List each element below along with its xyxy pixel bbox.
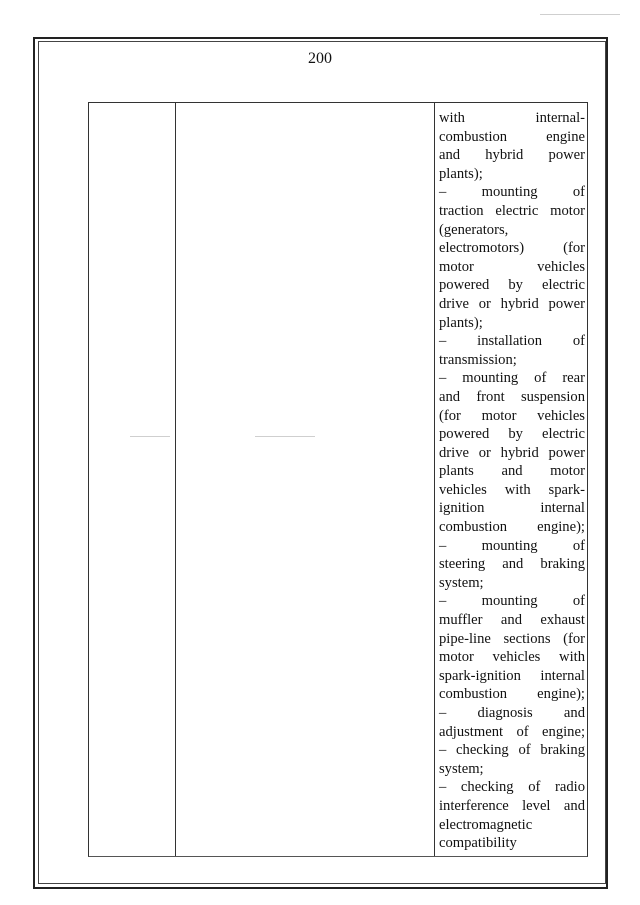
- text-line: and hybrid power: [439, 147, 585, 164]
- text-line: muffler and exhaust: [439, 612, 585, 629]
- text-line: – mounting of: [439, 593, 585, 610]
- text-line: traction electric motor: [439, 202, 585, 219]
- text-line: electromagnetic: [439, 816, 533, 833]
- text-line: steering and braking: [439, 556, 585, 573]
- text-line: vehicles with spark-: [439, 481, 585, 498]
- text-line: powered by electric: [439, 277, 585, 294]
- scan-speck: [540, 14, 620, 15]
- scan-speck: [255, 436, 315, 437]
- text-line: and front suspension: [439, 388, 585, 405]
- text-line: motor vehicles with: [439, 649, 585, 666]
- text-line: with internal-: [439, 110, 585, 126]
- text-line: motor vehicles: [439, 258, 585, 275]
- text-line: – mounting of: [439, 537, 585, 554]
- text-line: – checking of braking: [439, 742, 585, 759]
- text-line: – mounting of: [439, 184, 585, 201]
- text-line: system;: [439, 574, 484, 591]
- text-line: combustion engine: [439, 128, 585, 145]
- text-line: electromotors) (for: [439, 240, 585, 257]
- text-line: – diagnosis and: [439, 705, 585, 721]
- text-line: transmission;: [439, 351, 517, 368]
- text-line: pipe-line sections (for: [439, 630, 585, 647]
- text-line: combustion engine);: [439, 686, 585, 703]
- text-line: spark-ignition internal: [439, 667, 585, 684]
- text-line: combustion engine);: [439, 519, 585, 536]
- text-line: drive or hybrid power: [439, 444, 585, 461]
- page-number: 200: [308, 50, 332, 67]
- column-divider-2: [434, 103, 435, 856]
- text-line: interference level and: [439, 797, 585, 814]
- text-line: plants and motor: [439, 463, 585, 480]
- text-line: compatibility: [439, 835, 517, 852]
- text-line: (for motor vehicles: [439, 407, 585, 424]
- right-cell-text: [439, 109, 585, 853]
- text-line: – installation of: [439, 333, 585, 350]
- text-line: adjustment of engine;: [439, 723, 585, 740]
- text-line: drive or hybrid power: [439, 295, 585, 312]
- text-line: – checking of radio: [439, 779, 585, 796]
- column-divider-1: [175, 103, 176, 856]
- text-line: system;: [439, 760, 484, 777]
- scan-speck: [130, 436, 170, 437]
- text-line: ignition internal: [439, 500, 585, 517]
- text-line: (generators,: [439, 221, 509, 238]
- document-table: [88, 102, 588, 857]
- text-line: plants);: [439, 314, 483, 331]
- text-line: plants);: [439, 165, 483, 182]
- text-line: powered by electric: [439, 426, 585, 443]
- text-line: – mounting of rear: [439, 370, 585, 387]
